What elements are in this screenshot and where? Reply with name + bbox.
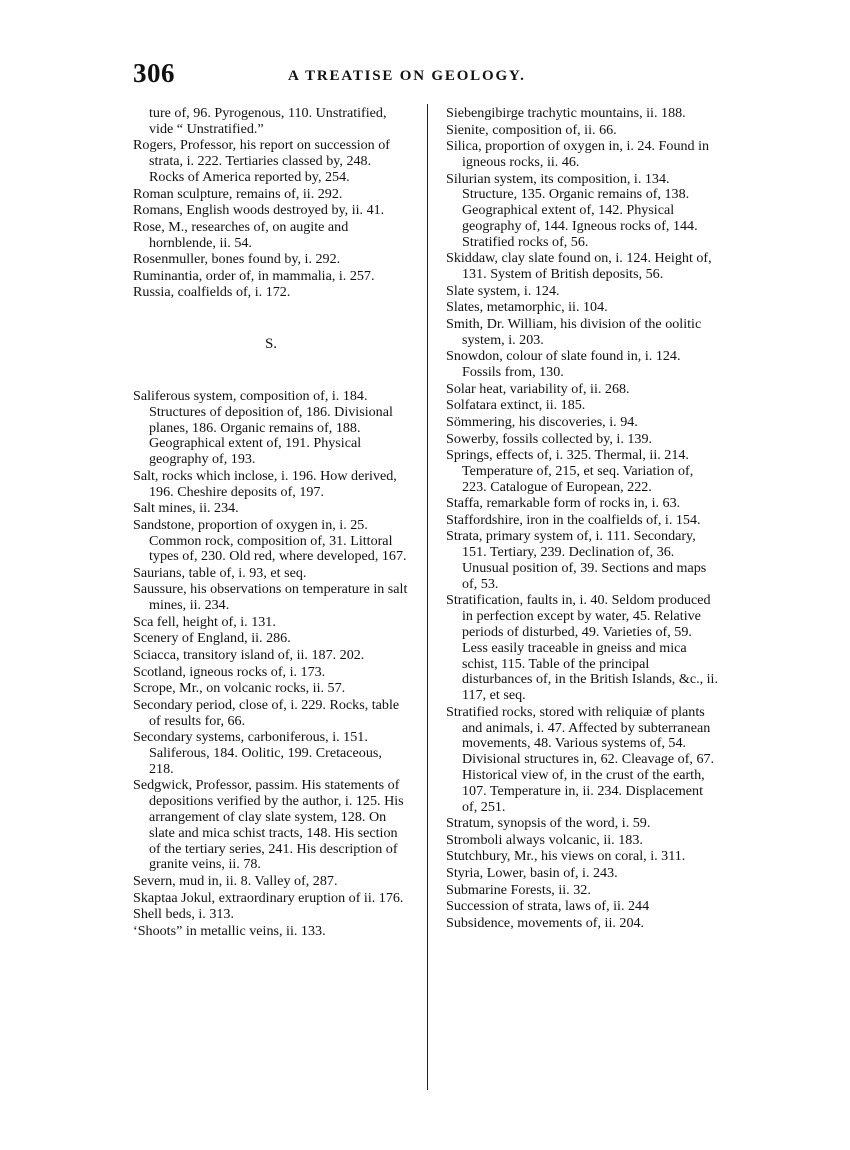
index-entry: Subsidence, movements of, ii. 204. [446,914,645,931]
index-entry: Silica, proportion of oxygen in, i. 24. Found in igneous rocks, ii. 46. [446,138,710,170]
index-entry: Shell beds, i. 313. [133,906,235,923]
index-entry: Scrope, Mr., on volcanic rocks, ii. 57. [133,680,346,697]
index-entry: Sienite, composition of, ii. 66. [446,121,617,138]
right-column [446,106,718,932]
index-entry: Sciacca, transitory island of, ii. 187. 202. [133,647,365,664]
index-entry: Romans, English woods destroyed by, ii. 41. [133,202,385,219]
index-entry: Rosenmuller, bones found by, i. 292. [133,251,341,268]
page-number: 306 [133,58,175,88]
running-head: A TREATISE ON GEOLOGY. [288,68,526,84]
index-entry: Rose, M., researches of, on augite and hornblende, ii. 54. [133,218,349,251]
section-letter-heading: S. [264,336,278,353]
index-entry: Submarine Forests, ii. 32. [446,881,591,898]
index-entry: Sedgwick, Professor, passim. His statements of depositions verified by the author, i. 125. His arrangement of clay slate system, 128. On slate and mica schist tracts, 148. His section of the tertiary series, 241. His description of granite veins, ii. 78. [133,777,404,873]
index-entry: Smith, Dr. William, his division of the oolitic system, i. 203. [446,315,702,348]
index-entry: Severn, mud in, ii. 8. Valley of, 287. [133,873,338,889]
index-entry: Solar heat, variability of, ii. 268. [446,380,630,397]
index-entry: Stratification, faults in, i. 40. Seldom produced in perfection except by water, 45. Relative periods of disturbed, 49. Varieties of, 59. Less easily traceable in gneiss and mica schist, 115. Table of the principal disturbances of, in the British Islands, &c., ii. 117, et seq. [446,592,718,704]
index-entry: Scenery of England, ii. 286. [133,630,291,647]
index-entry: Ruminantia, order of, in mammalia, i. 257. [133,267,375,284]
index-entry: Rogers, Professor, his report on succession of strata, i. 222. Tertiaries classed by, 248. Rocks of America reported by, 254. [133,137,390,185]
index-entry: Sca fell, height of, i. 131. [133,613,276,630]
index-entry: Scotland, igneous rocks of, i. 173. [133,663,326,680]
index-entry: Slates, metamorphic, ii. 104. [446,299,608,316]
index-entry: Secondary period, close of, i. 229. Rocks, table of results for, 66. [133,696,400,729]
index-entry: Silurian system, its composition, i. 134. Structure, 135. Organic remains of, 138. Geographical extent of, 142. Physical geography of, 144. Igneous rocks of, 144. Stratified rocks of, 56. [446,170,698,250]
index-entry: Sömmering, his discoveries, i. 94. [446,413,638,430]
index-entry: Russia, coalfields of, i. 172. [133,284,291,301]
index-entry: Saussure, his observations on temperature in salt mines, ii. 234. [133,581,408,614]
index-entry: ‘Shoots” in metallic veins, ii. 133. [133,922,326,939]
index-entry: Springs, effects of, i. 325. Thermal, ii. 214. Temperature of, 215, et seq. Variation of, 223. Catalogue of European, 222. [446,447,694,495]
index-entry: Snowdon, colour of slate found in, i. 124. Fossils from, 130. [446,348,681,381]
index-entry: Succession of strata, laws of, ii. 244 [446,898,650,915]
index-entry: Stutchbury, Mr., his views on coral, i. 311. [446,848,686,865]
index-entry: Solfatara extinct, ii. 185. [446,397,586,414]
index-entry: Skiddaw, clay slate found on, i. 124. Height of, 131. System of British deposits, 56. [446,250,712,283]
index-entry: Roman sculpture, remains of, ii. 292. [133,185,343,202]
index-entry: Siebengibirge trachytic mountains, ii. 188. [446,105,686,121]
index-entry: Saliferous system, composition of, i. 184. Structures of deposition of, 186. Divisional planes, 186. Organic remains of, 188. Geographical extent of, 191. Physical geography of, 193. [133,387,393,468]
index-entry: Staffordshire, iron in the coalfields of, i. 154. [446,511,701,528]
index-entry: Saurians, table of, i. 93, et seq. [133,564,307,581]
index-entry: Stromboli always volcanic, ii. 183. [446,831,643,848]
index-entry: Slate system, i. 124. [446,282,560,299]
index-entry: Styria, Lower, basin of, i. 243. [446,864,618,881]
index-entry: Stratum, synopsis of the word, i. 59. [446,815,651,832]
index-entry: Staffa, remarkable form of rocks in, i. 63. [446,495,681,512]
left-column [133,106,409,940]
index-entry: Salt mines, ii. 234. [133,500,239,517]
index-entry: ture of, 96. Pyrogenous, 110. Unstratified, vide “ Unstratified.” [149,105,387,137]
index-entry: Sowerby, fossils collected by, i. 139. [446,430,653,447]
column-divider [427,104,428,1090]
index-entry: Stratified rocks, stored with reliquiæ of plants and animals, i. 47. Affected by subterranean movements, 48. Various systems of, 54. Divisional structures in, 62. Cleavage of, 67. Historical view of, in the crust of the earth, 107. Temperature in, ii. 234. Displacement of, 251. [446,703,715,815]
index-entry: Strata, primary system of, i. 111. Secondary, 151. Tertiary, 239. Declination of, 36. Unusual position of, 39. Sections and maps of, 53. [446,528,707,592]
index-entry: Skaptaa Jokul, extraordinary eruption of ii. 176. [133,889,404,906]
index-entry: Salt, rocks which inclose, i. 196. How derived, 196. Cheshire deposits of, 197. [133,467,397,500]
index-entry: Secondary systems, carboniferous, i. 151. Saliferous, 184. Oolitic, 199. Cretaceous, 218. [133,729,382,777]
index-entry: Sandstone, proportion of oxygen in, i. 25. Common rock, composition of, 31. Littoral types of, 230. Old red, where developed, 167. [133,516,407,565]
